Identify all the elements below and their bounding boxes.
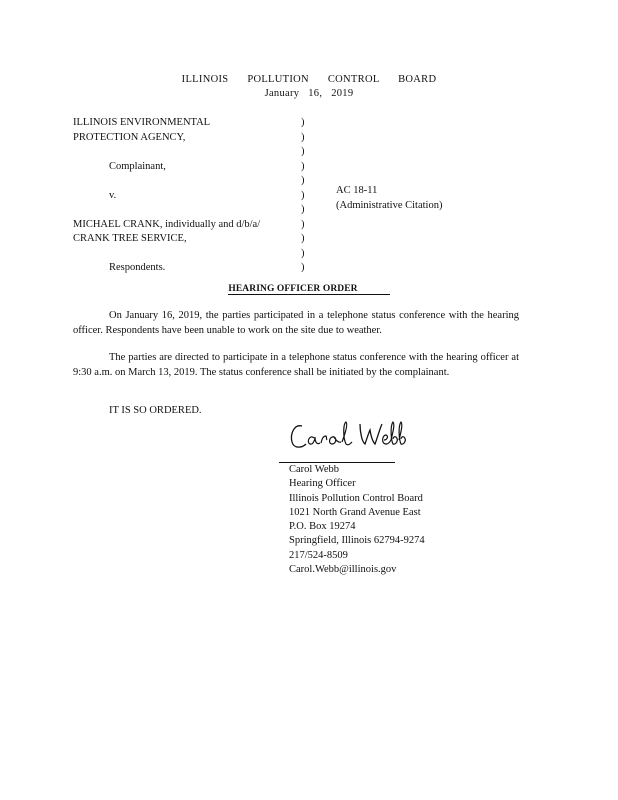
order-title — [0, 284, 618, 294]
closing-statement: IT IS SO ORDERED. — [109, 405, 202, 416]
signer-city-state-zip: Springfield, Illinois 62794-9274 — [289, 535, 425, 547]
caption-paren: ) — [301, 262, 305, 273]
complainant-name-line-2: PROTECTION AGENCY, — [73, 131, 186, 143]
caption-paren: ) — [301, 218, 305, 230]
paragraph-1 — [73, 309, 519, 338]
caption-paren: ) — [301, 131, 305, 143]
signer-po-box: P.O. Box 19274 — [289, 521, 356, 533]
caption-paren: ) — [301, 117, 305, 128]
paragraph-1-text: On January 16, 2019, the parties participated in a telephone status conference with the hearing officer. Respondents have been unable to work on the site due to weather. — [73, 310, 519, 336]
signer-email: Carol.Webb@illinois.gov — [289, 564, 397, 576]
signature-block — [289, 463, 425, 577]
caption-paren: ) — [301, 160, 305, 172]
signer-title: Hearing Officer — [289, 478, 356, 490]
caption-paren: ) — [301, 247, 305, 259]
caption-paren: ) — [301, 233, 305, 244]
paragraph-2-text: The parties are directed to participate in a telephone status conference with the hearing officer at 9:30 a.m. on March 13, 2019. The status conference shall be initiated by the complainant. — [73, 352, 519, 378]
case-caption-parties — [73, 116, 260, 276]
board-name: ILLINOIS POLLUTION CONTROL BOARD — [181, 74, 437, 85]
order-title-text: HEARING OFFICER ORDER — [228, 284, 389, 295]
signer-organization: Illinois Pollution Control Board — [289, 492, 423, 504]
caption-paren: ) — [301, 175, 305, 186]
caption-paren: ) — [301, 204, 305, 215]
signer-street-address: 1021 North Grand Avenue East — [289, 506, 421, 518]
case-number-block — [336, 184, 442, 213]
complainant-name-line-1: ILLINOIS ENVIRONMENTAL — [73, 117, 211, 128]
document-date: January 16, 2019 — [264, 88, 354, 99]
complainant-role: Complainant, — [109, 160, 166, 172]
respondent-role: Respondents. — [109, 262, 166, 273]
handwritten-signature — [288, 418, 414, 457]
case-number: AC 18-11 — [336, 185, 378, 196]
respondent-name-line-2: CRANK TREE SERVICE, — [73, 233, 187, 244]
respondent-name-line-1: MICHAEL CRANK, individually and d/b/a/ — [73, 218, 261, 230]
paragraph-2 — [73, 351, 519, 380]
signer-phone: 217/524-8509 — [289, 549, 348, 561]
versus-label: v. — [109, 189, 117, 201]
signer-name: Carol Webb — [289, 464, 339, 475]
caption-paren: ) — [301, 146, 305, 157]
case-type: (Administrative Citation) — [336, 199, 443, 211]
caption-paren: ) — [301, 189, 305, 201]
caption-parenthesis-column — [301, 116, 305, 276]
document-header — [0, 73, 618, 101]
